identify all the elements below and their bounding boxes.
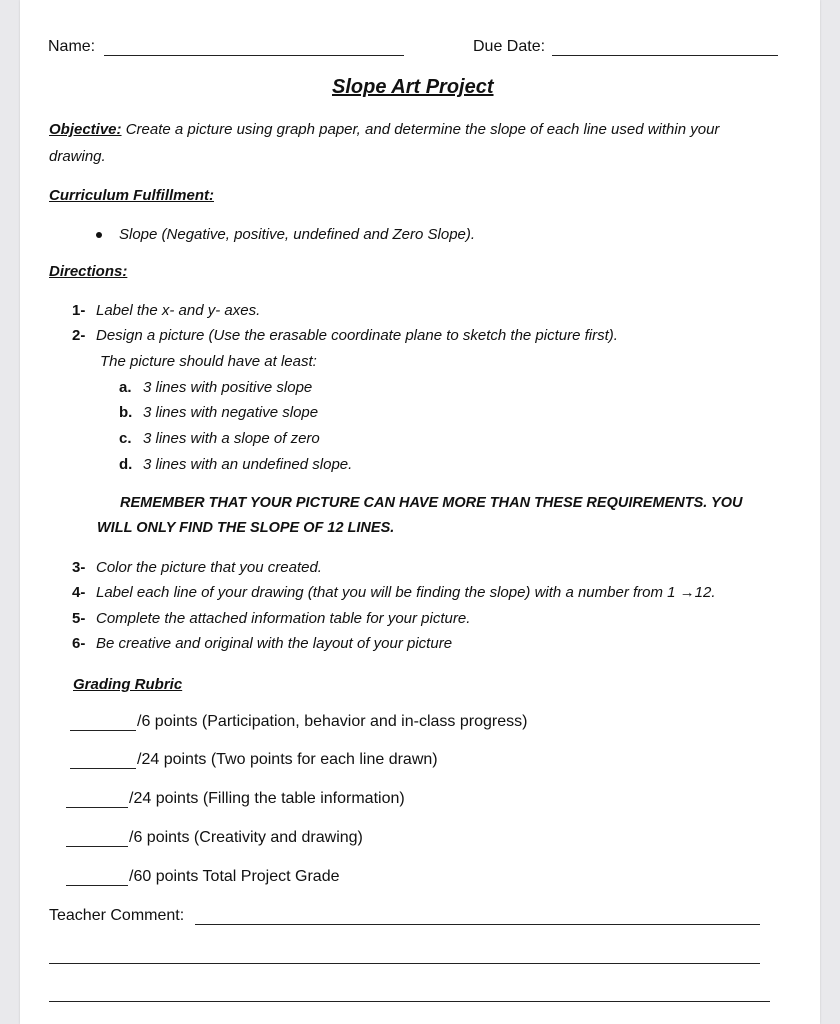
- rubric-item: /6 points (Participation, behavior and in-class progress): [137, 713, 528, 730]
- step-text: Color the picture that you created.: [96, 559, 322, 576]
- objective-line1: [49, 121, 719, 138]
- req-letter: d.: [119, 456, 133, 473]
- rubric-heading: Grading Rubric: [73, 676, 183, 693]
- req-text: 3 lines with an undefined slope.: [143, 456, 353, 473]
- step-text: Label the x- and y- axes.: [96, 302, 261, 319]
- reminder-line2: WILL ONLY FIND THE SLOPE OF 12 LINES.: [97, 520, 395, 536]
- name-blank[interactable]: [104, 55, 404, 56]
- bullet-icon: [96, 232, 102, 238]
- req-letter: a.: [119, 379, 132, 396]
- rubric-item: /6 points (Creativity and drawing): [129, 829, 363, 846]
- step-number: 4-: [72, 584, 86, 601]
- rubric-item: /24 points (Filling the table information): [129, 790, 405, 807]
- req-text: 3 lines with negative slope: [143, 404, 319, 421]
- req-text: 3 lines with positive slope: [143, 379, 313, 396]
- worksheet-page: [20, 0, 820, 1024]
- picture-intro: The picture should have at least:: [100, 353, 317, 370]
- curriculum-heading: Curriculum Fulfillment:: [49, 187, 214, 204]
- score-blank[interactable]: [66, 807, 128, 808]
- step-number: 3-: [72, 559, 86, 576]
- step-text: Label each line of your drawing (that you will be finding the slope) with a number from 1 →12.: [96, 584, 716, 601]
- page-title: Slope Art Project: [332, 76, 494, 98]
- due-date-label: Due Date:: [473, 38, 546, 55]
- due-date-blank[interactable]: [552, 55, 778, 56]
- req-letter: b.: [119, 404, 133, 421]
- rubric-item: /60 points Total Project Grade: [129, 868, 340, 885]
- step-number: 1-: [72, 302, 86, 319]
- comment-line[interactable]: [49, 963, 760, 964]
- req-letter: c.: [119, 430, 132, 447]
- rubric-item: /24 points (Two points for each line drawn): [137, 751, 438, 768]
- step-number: 2-: [72, 327, 86, 344]
- step-number: 5-: [72, 610, 86, 627]
- step-number: 6-: [72, 635, 86, 652]
- score-blank[interactable]: [70, 730, 136, 731]
- directions-heading: Directions:: [49, 263, 128, 280]
- objective-text: Create a picture using graph paper, and determine the slope of each line used within your: [125, 121, 720, 138]
- step-text: Be creative and original with the layout of your picture: [96, 635, 453, 652]
- comment-line[interactable]: [49, 1001, 770, 1002]
- score-blank[interactable]: [66, 885, 128, 886]
- score-blank[interactable]: [70, 768, 136, 769]
- comment-line[interactable]: [195, 924, 760, 925]
- teacher-comment-label: Teacher Comment:: [49, 907, 185, 924]
- req-text: 3 lines with a slope of zero: [143, 430, 320, 447]
- objective-label: Objective:: [49, 121, 122, 138]
- curriculum-bullet: Slope (Negative, positive, undefined and Zero Slope).: [119, 226, 476, 243]
- name-label: Name:: [48, 38, 96, 55]
- step-text: Design a picture (Use the erasable coordinate plane to sketch the picture first).: [96, 327, 618, 344]
- objective-text-line2: drawing.: [49, 148, 106, 165]
- step-text: Complete the attached information table for your picture.: [96, 610, 471, 627]
- score-blank[interactable]: [66, 846, 128, 847]
- reminder-line1: REMEMBER THAT YOUR PICTURE CAN HAVE MORE THAN THESE REQUIREMENTS. YOU: [120, 495, 743, 511]
